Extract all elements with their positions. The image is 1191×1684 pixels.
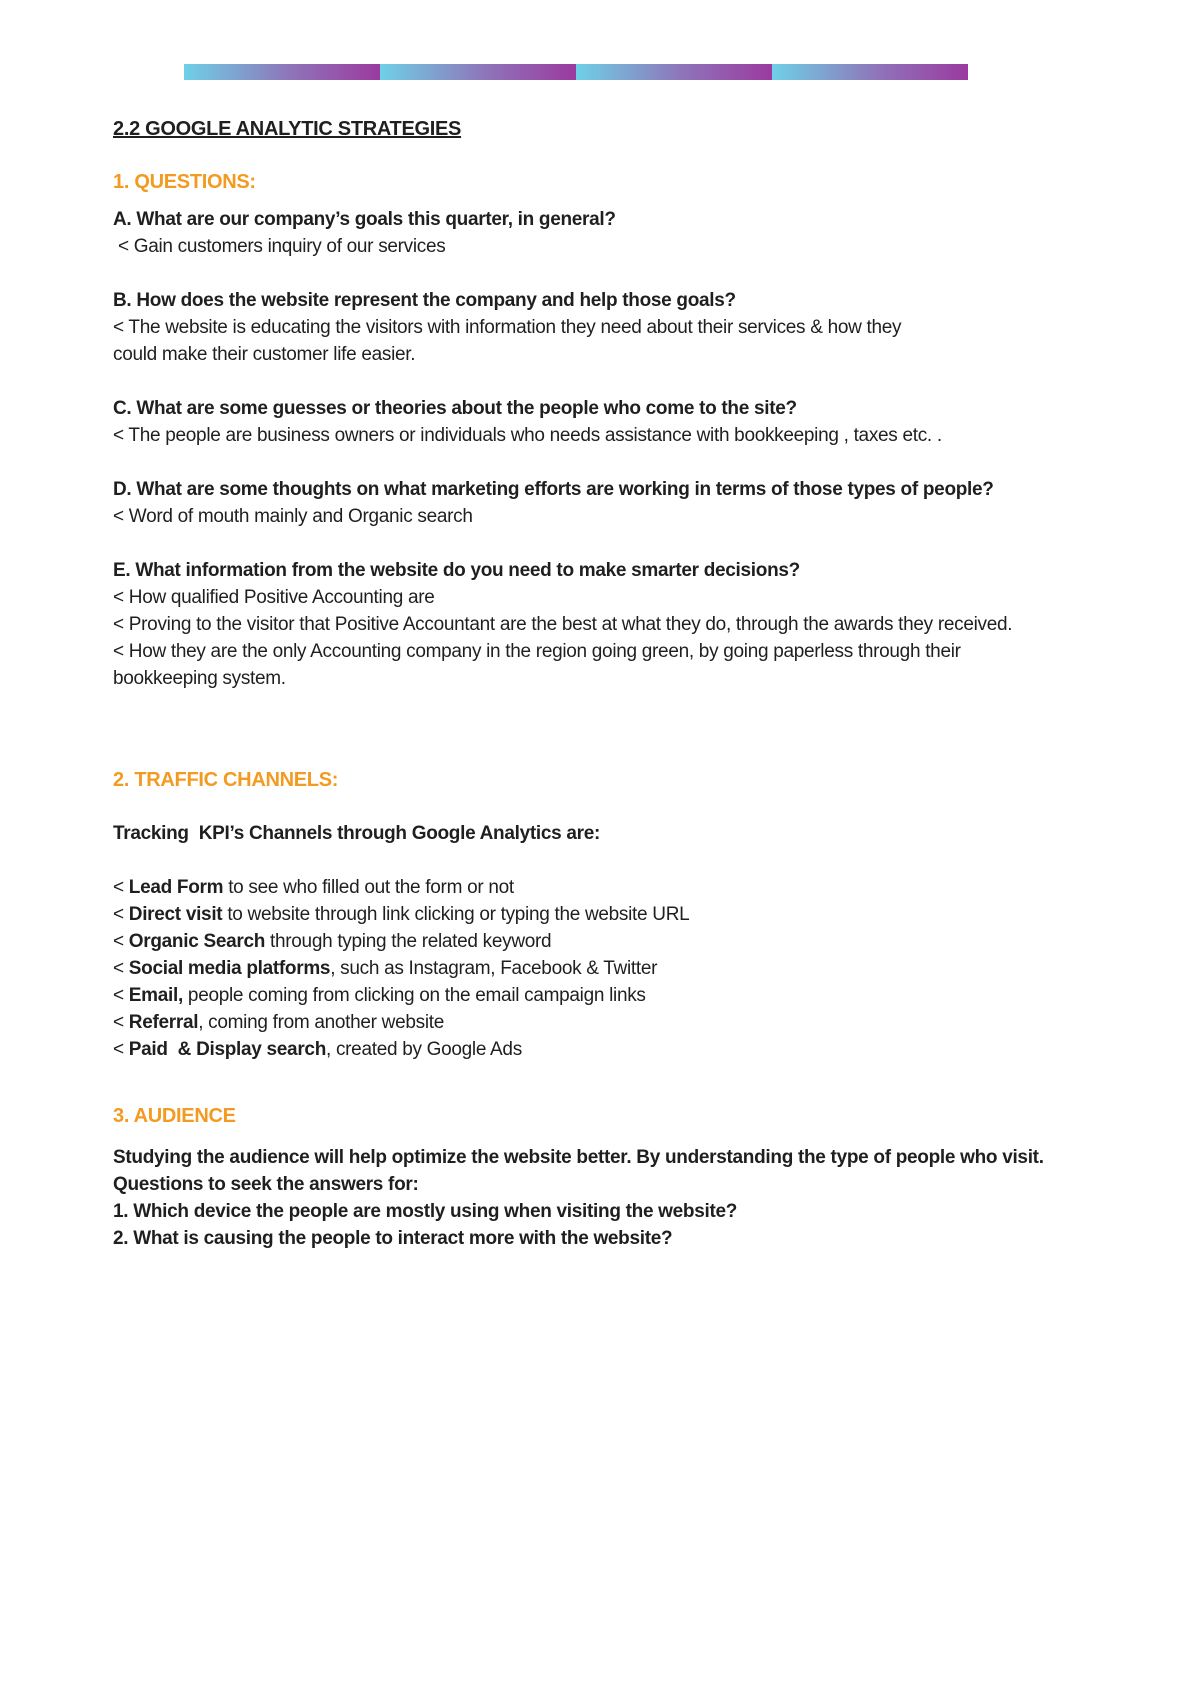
- channel-list: [113, 874, 1073, 1063]
- question-e: E. What information from the website do you need to make smarter decisions?: [113, 560, 800, 581]
- qa-block-e: [113, 557, 1073, 692]
- channel-name: Organic Search: [128, 931, 266, 952]
- list-item: < Email, people coming from clicking on the email campaign links: [113, 985, 646, 1006]
- question-d: D. What are some thoughts on what marketing efforts are working in terms of those types of people?: [113, 479, 994, 500]
- answer-a: < Gain customers inquiry of our services: [113, 236, 446, 257]
- list-item: < Organic Search through typing the related keyword: [113, 931, 552, 952]
- header-gradient-bar: [184, 64, 968, 80]
- channel-name: Email,: [128, 985, 183, 1006]
- gradient-segment: [576, 64, 772, 80]
- channel-name: Lead Form: [128, 877, 224, 898]
- questions-heading: 1. QUESTIONS:: [113, 171, 256, 193]
- answer-e-2: < Proving to the visitor that Positive Accountant are the best at what they do, through the awards they received.: [113, 614, 1013, 635]
- list-item: < Lead Form to see who filled out the form or not: [113, 877, 514, 898]
- answer-e-3: < How they are the only Accounting company in the region going green, by going paperless through their bookkeeping system.: [113, 641, 961, 689]
- audience-line: 2. What is causing the people to interact more with the website?: [113, 1228, 673, 1249]
- audience-line: Studying the audience will help optimize the website better. By understanding the type of people who visit.: [113, 1147, 1044, 1168]
- list-item: < Referral, coming from another website: [113, 1012, 445, 1033]
- answer-c: < The people are business owners or individuals who needs assistance with bookkeeping , taxes etc. .: [113, 425, 942, 446]
- list-item: < Direct visit to website through link clicking or typing the website URL: [113, 904, 690, 925]
- answer-b: < The website is educating the visitors with information they need about their services & how they could make their customer life easier.: [113, 317, 902, 365]
- channel-name: Social media platforms: [128, 958, 331, 979]
- channel-name: Referral: [128, 1012, 199, 1033]
- gradient-segment: [772, 64, 968, 80]
- answer-d: < Word of mouth mainly and Organic search: [113, 506, 473, 527]
- audience-line: 1. Which device the people are mostly using when visiting the website?: [113, 1201, 738, 1222]
- question-a: A. What are our company’s goals this quarter, in general?: [113, 209, 616, 230]
- document-body: [113, 116, 1073, 1252]
- qa-block-b: [113, 287, 1073, 368]
- answer-e-1: < How qualified Positive Accounting are: [113, 587, 435, 608]
- question-c: C. What are some guesses or theories about the people who come to the site?: [113, 398, 797, 419]
- gradient-segment: [380, 64, 576, 80]
- question-b: B. How does the website represent the company and help those goals?: [113, 290, 736, 311]
- traffic-heading: 2. TRAFFIC CHANNELS:: [113, 769, 339, 791]
- channel-name: Paid & Display search: [128, 1039, 326, 1060]
- audience-text: [113, 1144, 1073, 1252]
- page-title: 2.2 GOOGLE ANALYTIC STRATEGIES: [113, 118, 462, 140]
- channel-name: Direct visit: [128, 904, 223, 925]
- kpi-intro: Tracking KPI’s Channels through Google Analytics are:: [113, 823, 601, 844]
- list-item: < Social media platforms, such as Instagram, Facebook & Twitter: [113, 958, 658, 979]
- audience-line: Questions to seek the answers for:: [113, 1174, 419, 1195]
- audience-heading: 3. AUDIENCE: [113, 1105, 236, 1127]
- qa-block-a: [113, 206, 1073, 260]
- qa-block-c: [113, 395, 1073, 449]
- list-item: < Paid & Display search, created by Google Ads: [113, 1039, 522, 1060]
- gradient-segment: [184, 64, 380, 80]
- qa-block-d: [113, 476, 1073, 530]
